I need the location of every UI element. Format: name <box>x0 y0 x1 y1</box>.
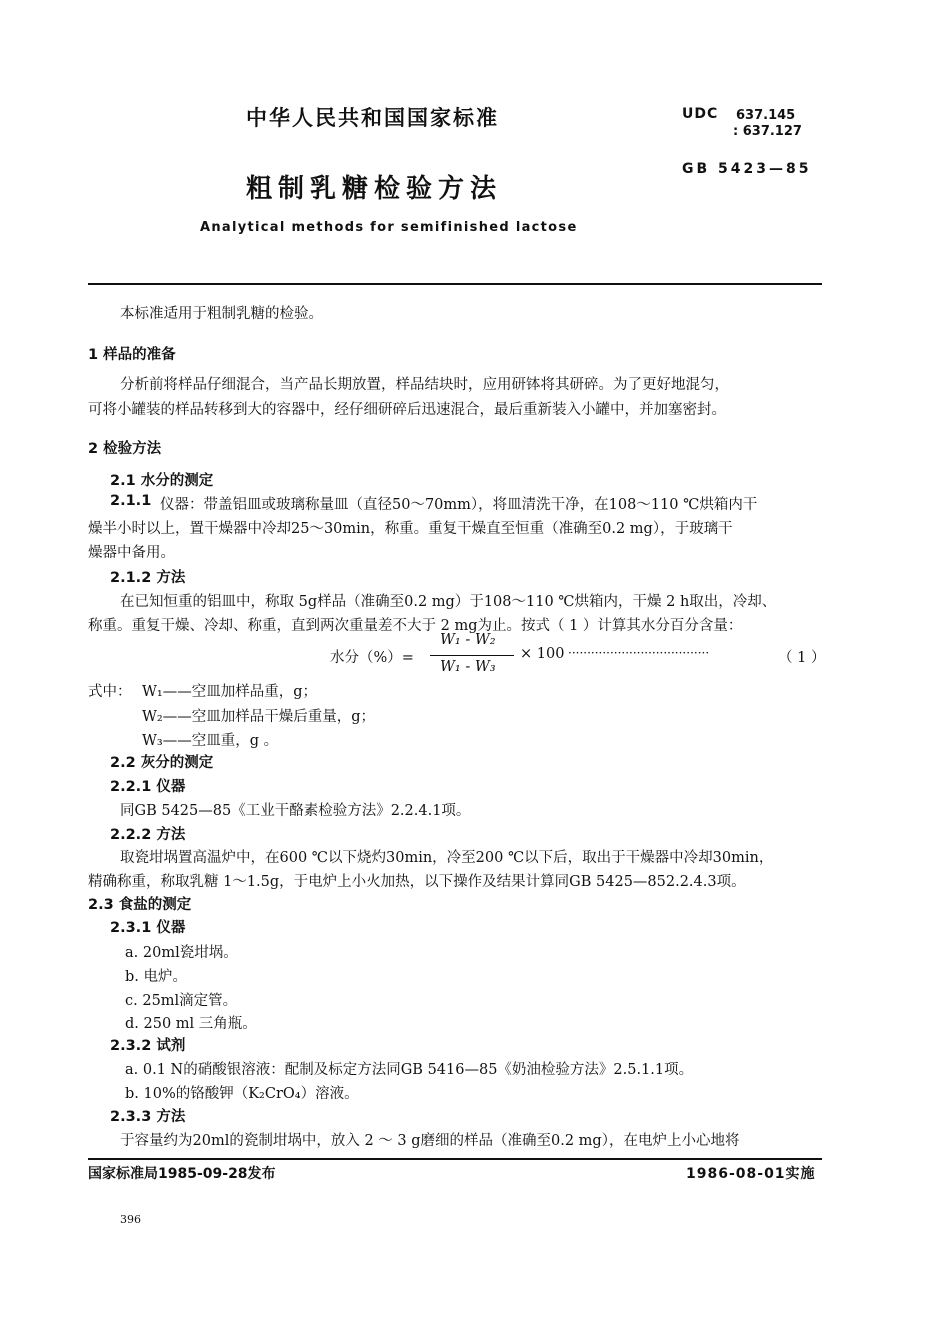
section-2-heading: 2 检验方法 <box>88 441 162 457</box>
issue-date: 国家标准局1985-09-28发布 <box>88 1166 276 1182</box>
where-prefix: 式中： <box>88 684 132 700</box>
section-2-2-1-line-1: 同GB 5425—85《工业干酪素检验方法》2.2.4.1项。 <box>120 803 471 819</box>
formula-denominator: W₁ - W₃ <box>440 659 496 675</box>
section-2-2-2-line-2: 精确称重，称取乳糖 1～1.5g，于电炉上小火加热，以下操作及结果计算同GB 5425—852.2.4.3项。 <box>88 874 746 890</box>
effective-date: 1986-08-01实施 <box>686 1166 816 1182</box>
section-2-1-1-line-2: 燥半小时以上，置干燥器中冷却25～30min，称重。重复干燥直至恒重（准确至0.2 mg），于玻璃干 <box>88 521 733 537</box>
instrument-item-c: c. 25ml滴定管。 <box>125 993 238 1009</box>
footer-rule <box>88 1158 822 1160</box>
where-w2: W₂——空皿加样品干燥后重量，g； <box>142 709 375 725</box>
section-2-3-3-heading: 2.3.3 方法 <box>110 1109 186 1125</box>
fraction-bar <box>430 655 514 656</box>
issuing-authority: 中华人民共和国国家标准 <box>246 106 499 130</box>
where-w1: W₁——空皿加样品重，g； <box>142 684 317 700</box>
section-2-3-3-line-1: 于容量约为20ml的瓷制坩埚中，放入 2 ～ 3 g磨细的样品（准确至0.2 mg），在电炉上小心地将 <box>120 1133 740 1149</box>
section-2-1-heading: 2.1 水分的测定 <box>110 473 214 489</box>
section-2-2-2-heading: 2.2.2 方法 <box>110 827 186 843</box>
section-2-1-1-line-1: 仪器：带盖铝皿或玻璃称量皿（直径50～70mm），将皿清洗干净，在108～110 ℃烘箱内干 <box>160 497 758 513</box>
section-2-2-2-line-1: 取瓷坩埚置高温炉中，在600 ℃以下烧灼30min，冷至200 ℃以下后，取出于干燥器中冷却30min， <box>120 850 774 866</box>
header-rule <box>88 283 822 285</box>
document-title-cn: 粗制乳糖检验方法 <box>246 174 503 204</box>
instrument-item-b: b. 电炉。 <box>125 969 187 985</box>
formula-numerator: W₁ - W₂ <box>440 632 496 648</box>
instrument-item-d: d. 250 ml 三角瓶。 <box>125 1016 257 1032</box>
section-2-3-2-heading: 2.3.2 试剂 <box>110 1038 186 1054</box>
udc-label: UDC <box>682 106 719 122</box>
udc-line-2: : 637.127 <box>733 124 802 139</box>
section-2-2-1-heading: 2.2.1 仪器 <box>110 779 186 795</box>
section-2-3-1-heading: 2.3.1 仪器 <box>110 920 186 936</box>
reagent-item-b: b. 10%的铬酸钾（K₂CrO₄）溶液。 <box>125 1086 359 1102</box>
section-2-2-heading: 2.2 灰分的测定 <box>110 755 214 771</box>
formula-leader-dots: ····································· <box>568 646 710 660</box>
formula-multiplier: × 100 <box>520 646 565 662</box>
where-w3: W₃——空皿重，g 。 <box>142 733 279 749</box>
instrument-item-a: a. 20ml瓷坩埚。 <box>125 945 238 961</box>
section-2-1-1-number: 2.1.1 <box>110 493 152 509</box>
section-1-text-line-2: 可将小罐装的样品转移到大的容器中，经仔细研碎后迅速混合，最后重新装入小罐中，并加塞密封。 <box>88 402 726 418</box>
page-number: 396 <box>120 1213 141 1226</box>
gb-standard-code: GB 5423—85 <box>682 161 812 177</box>
section-2-1-2-line-1: 在已知恒重的铝皿中，称取 5g样品（准确至0.2 mg）于108～110 ℃烘箱内，干燥 2 h取出，冷却、 <box>120 594 777 610</box>
formula-lhs: 水分（%）= <box>330 650 414 666</box>
formula-number: （ 1 ） <box>778 650 826 666</box>
udc-line-1: 637.145 <box>736 108 796 123</box>
scope-statement: 本标准适用于粗制乳糖的检验。 <box>120 306 323 322</box>
section-2-1-1-line-3: 燥器中备用。 <box>88 545 175 561</box>
section-1-text-line-1: 分析前将样品仔细混合，当产品长期放置，样品结块时，应用研钵将其研碎。为了更好地混匀， <box>120 377 729 393</box>
reagent-item-a: a. 0.1 N的硝酸银溶液：配制及标定方法同GB 5416—85《奶油检验方法》2.5.1.1项。 <box>125 1062 694 1078</box>
section-2-3-heading: 2.3 食盐的测定 <box>88 897 192 913</box>
document-title-en: Analytical methods for semifinished lactose <box>200 220 578 235</box>
section-2-1-2-heading: 2.1.2 方法 <box>110 570 186 586</box>
section-2-1-2-line-2: 称重。重复干燥、冷却、称重，直到两次重量差不大于 2 mg为止。按式（ 1 ）计算其水分百分含量： <box>88 618 743 634</box>
section-1-heading: 1 样品的准备 <box>88 347 176 363</box>
